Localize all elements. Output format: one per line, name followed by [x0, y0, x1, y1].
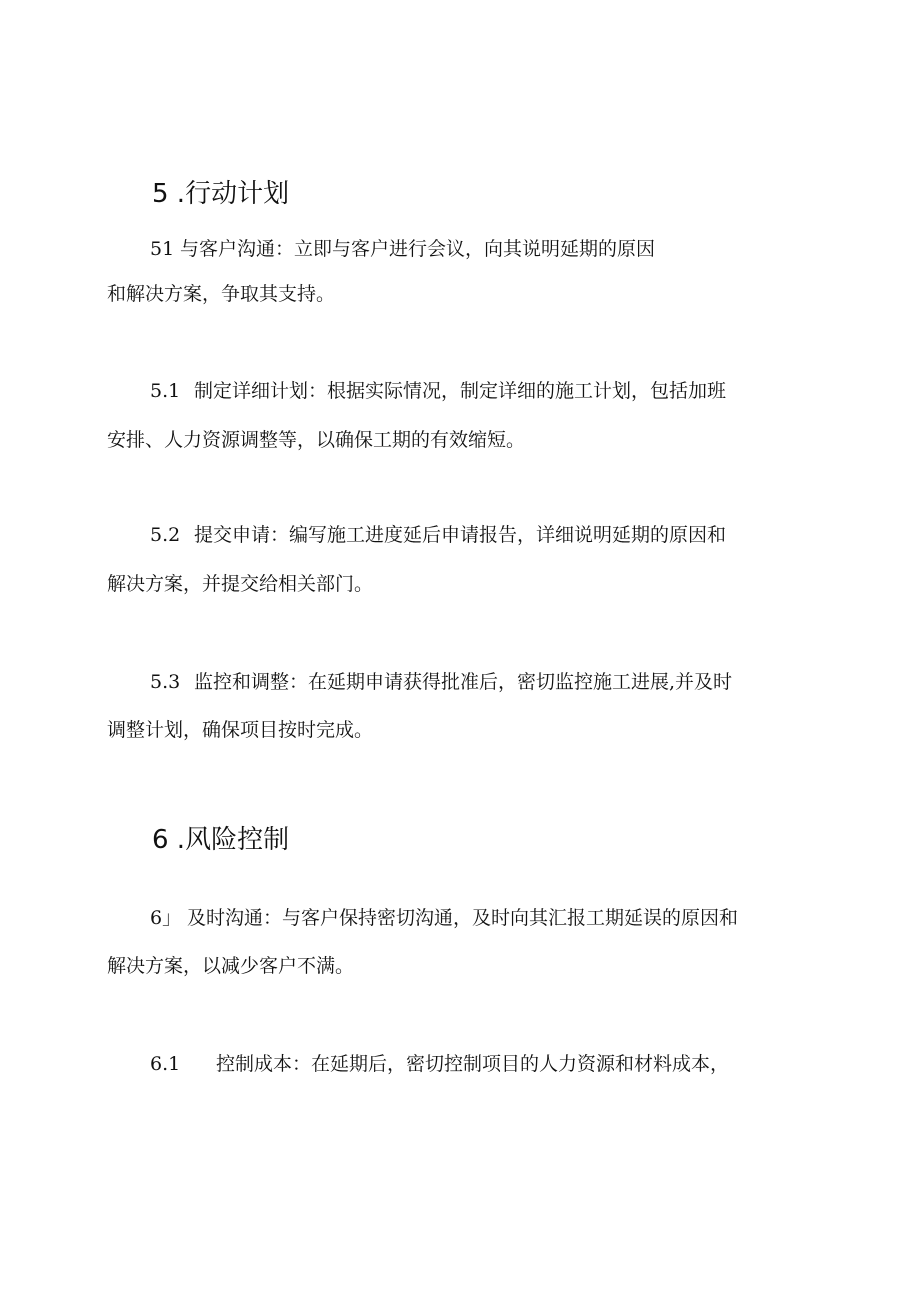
paragraph-line-2: 解决方案，并提交给相关部门。	[107, 573, 374, 595]
section-heading-6: 6 .风险控制	[152, 825, 290, 855]
paragraph-line-1: 监控和调整：在延期申请获得批准后，密切监控施工进展,并及时	[194, 671, 733, 693]
section-heading-5: 5 .行动计划	[152, 179, 290, 209]
paragraph-line-2: 安排、人力资源调整等，以确保工期的有效缩短。	[107, 429, 526, 451]
paragraph-line-1: 控制成本：在延期后，密切控制项目的人力资源和材料成本，	[216, 1053, 730, 1075]
paragraph-line-1: 制定详细计划：根据实际情况，制定详细的施工计划，包括加班	[194, 380, 727, 402]
paragraph-number: 51	[150, 238, 175, 260]
paragraph-line-2: 和解决方案，争取其支持。	[107, 283, 336, 305]
paragraph-line-1: 提交申请：编写施工进度延后申请报告，详细说明延期的原因和	[194, 524, 727, 546]
paragraph-line-1: 及时沟通：与客户保持密切沟通，及时向其汇报工期延误的原因和	[187, 907, 739, 929]
paragraph-line-2: 解决方案，以减少客户不满。	[107, 955, 355, 977]
paragraph-number: 6」	[150, 907, 182, 929]
paragraph-line-2: 调整计划，确保项目按时完成。	[107, 719, 374, 741]
paragraph-number: 5.3	[150, 671, 181, 693]
paragraph-number: 6.1	[150, 1053, 181, 1075]
paragraph-number: 5.1	[150, 380, 181, 402]
paragraph-line-1: 与客户沟通：立即与客户进行会议，向其说明延期的原因	[180, 238, 656, 260]
paragraph-number: 5.2	[150, 524, 181, 546]
